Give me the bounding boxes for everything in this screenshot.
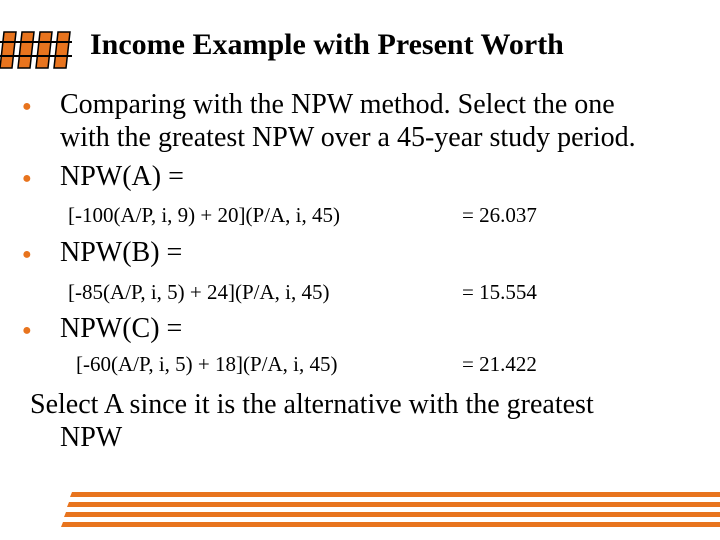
bullet-item	[60, 88, 710, 154]
npw-c-result: = 21.422	[462, 352, 537, 376]
bullet-dot-icon: ●	[22, 170, 32, 187]
npw-c-label: NPW(C) =	[60, 313, 183, 344]
npw-c-formula: [-60(A/P, i, 5) + 18](P/A, i, 45)	[76, 352, 338, 376]
npw-b-label: NPW(B) =	[60, 237, 183, 268]
bullet-dot-icon: ●	[22, 246, 32, 263]
bullet-dot-icon: ●	[22, 98, 32, 115]
conclusion-line2: NPW	[60, 422, 123, 453]
bullet-dot-icon: ●	[22, 322, 32, 339]
npw-a-formula: [-100(A/P, i, 9) + 20](P/A, i, 45)	[68, 203, 340, 227]
npw-a-label: NPW(A) =	[60, 161, 184, 192]
bullet-text-line1: Comparing with the NPW method. Select the one	[60, 89, 615, 120]
npw-b-formula: [-85(A/P, i, 5) + 24](P/A, i, 45)	[68, 280, 330, 304]
slide-title: Income Example with Present Worth	[90, 28, 564, 61]
bullet-text-line2: with the greatest NPW over a 45-year study period.	[60, 122, 636, 153]
orange-stripes-logo	[0, 30, 78, 70]
npw-b-result: = 15.554	[462, 280, 537, 304]
conclusion-text	[30, 388, 710, 454]
orange-stripes-decoration	[60, 490, 720, 540]
npw-a-result: = 26.037	[462, 203, 537, 227]
conclusion-line1: Select A since it is the alternative with the greatest	[30, 389, 594, 420]
